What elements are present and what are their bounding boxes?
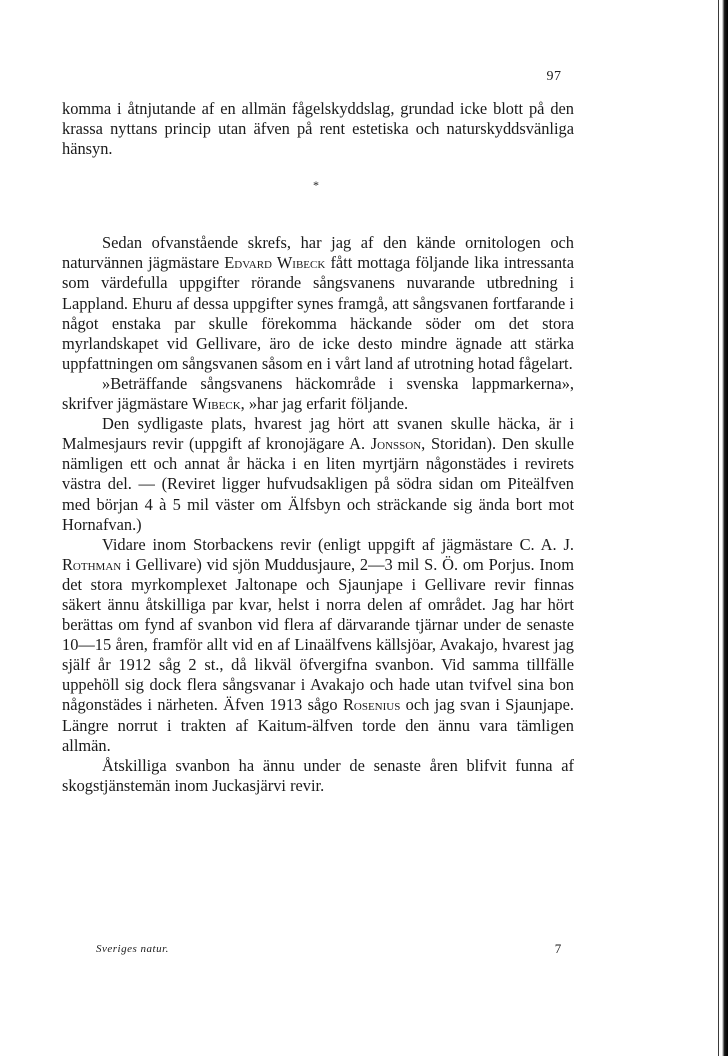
paragraph-atskilliga: Åtskilliga svanbon ha ännu under de senaste åren blifvit funna af skogstjänstemän inom Juckasjärvi revir. <box>62 755 574 795</box>
page-number: 97 <box>546 69 562 84</box>
paragraph-quote <box>62 374 574 414</box>
paragraph-vidare <box>62 535 574 756</box>
person-name-wibeck: Wibeck <box>192 394 241 414</box>
person-name-rothman: Rothman <box>62 554 122 574</box>
paragraph-intro: komma i åtnjutande af en allmän fågelskyddslag, grundad icke blott på den krassa nyttans princip utan äfven på rent estetiska och naturskyddsvänliga hänsyn. <box>62 99 574 159</box>
paragraph-sydligaste-part2: , Storidan). Den skulle nämligen ett och annat år häcka i en liten myrtjärn någonstädes i revirets västra del. — (Reviret ligger hufvudsakligen på södra sidan om Piteälfven med början 4 à 5 mil väster om Älfsbyn och sträckande sig ända bort mot Hornafvan.) <box>62 434 574 534</box>
person-name-edvard-wibeck: Edvard Wibeck <box>224 253 326 273</box>
person-name-rosenius: Rosenius <box>342 695 401 715</box>
paragraph-sedan-part1: Sedan ofvanstående skrefs, har jag af den kände ornitologen och naturvännen jägmästare <box>62 233 574 273</box>
page-edge-shadow <box>722 0 728 1056</box>
paragraph-quote-part1: »Beträffande sångsvanens häckområde i svenska lappmarkerna», skrifver jägmästare <box>62 373 574 414</box>
body-text <box>62 99 574 796</box>
footer-journal-title: Sveriges natur. <box>96 943 169 955</box>
paragraph-sedan <box>62 233 574 374</box>
paragraph-vidare-part3: och jag svan i Sjaunjape. Längre norrut i trakten af Kaitum-älfven torde den ännu vara tämligen allmän. <box>62 695 575 755</box>
paragraph-sydligaste-part1: Den sydligaste plats, hvarest jag hört att svanen skulle häcka, är i Malmesjaurs revir (uppgift af kronojägare A. <box>62 414 574 454</box>
paragraph-quote-part2: , »har jag erfarit följande. <box>240 394 409 414</box>
section-separator: * <box>313 178 319 192</box>
paragraph-sedan-part2: fått mottaga följande lika intressanta som värdefulla uppgifter rörande sångsvanens nuvarande utbredning i Lappland. Ehuru af dessa uppgifter synes framgå, att sångsvanen fortfarande i något enstaka par skulle förekomma häckande söder om det stora myrlandskapet vid Gellivare, äro de icke desto mindre ägnade att stärka uppfattningen om sångsvanen såsom en i vårt land af utrotning hotad fågelart. <box>62 253 575 373</box>
paragraph-vidare-part1: Vidare inom Storbackens revir (enligt uppgift af jägmästare C. A. J. <box>102 534 574 554</box>
paragraph-vidare-part2: i Gellivare) vid sjön Muddusjaure, 2—3 mil S. Ö. om Porjus. Inom det stora myrkomplexet Jaltonape och Sjaunjape i Gellivare revir finnas säkert ännu åtskilliga par kvar, helst i norra delen af området. Jag har hört berättas om fynd af svanbon vid flera af därvarande tjärnar under de senaste 10—15 åren, framför allt vid en af Linaälfvens källsjöar, Avakajo, hvarest jag själf år 1912 såg 2 st., då likväl öfvergifna svanbon. Vid samma tillfälle uppehöll sig dock flera sångsvanar i Avakajo och hade utan tvifvel sina bon någonstädes i närheten. Äfven 1913 sågo <box>62 554 574 715</box>
footer-signature-mark: 7 <box>554 941 562 956</box>
paragraph-sydligaste <box>62 414 574 535</box>
person-name-jonsson: Jonsson <box>370 434 422 454</box>
page-edge-line <box>718 0 719 1056</box>
